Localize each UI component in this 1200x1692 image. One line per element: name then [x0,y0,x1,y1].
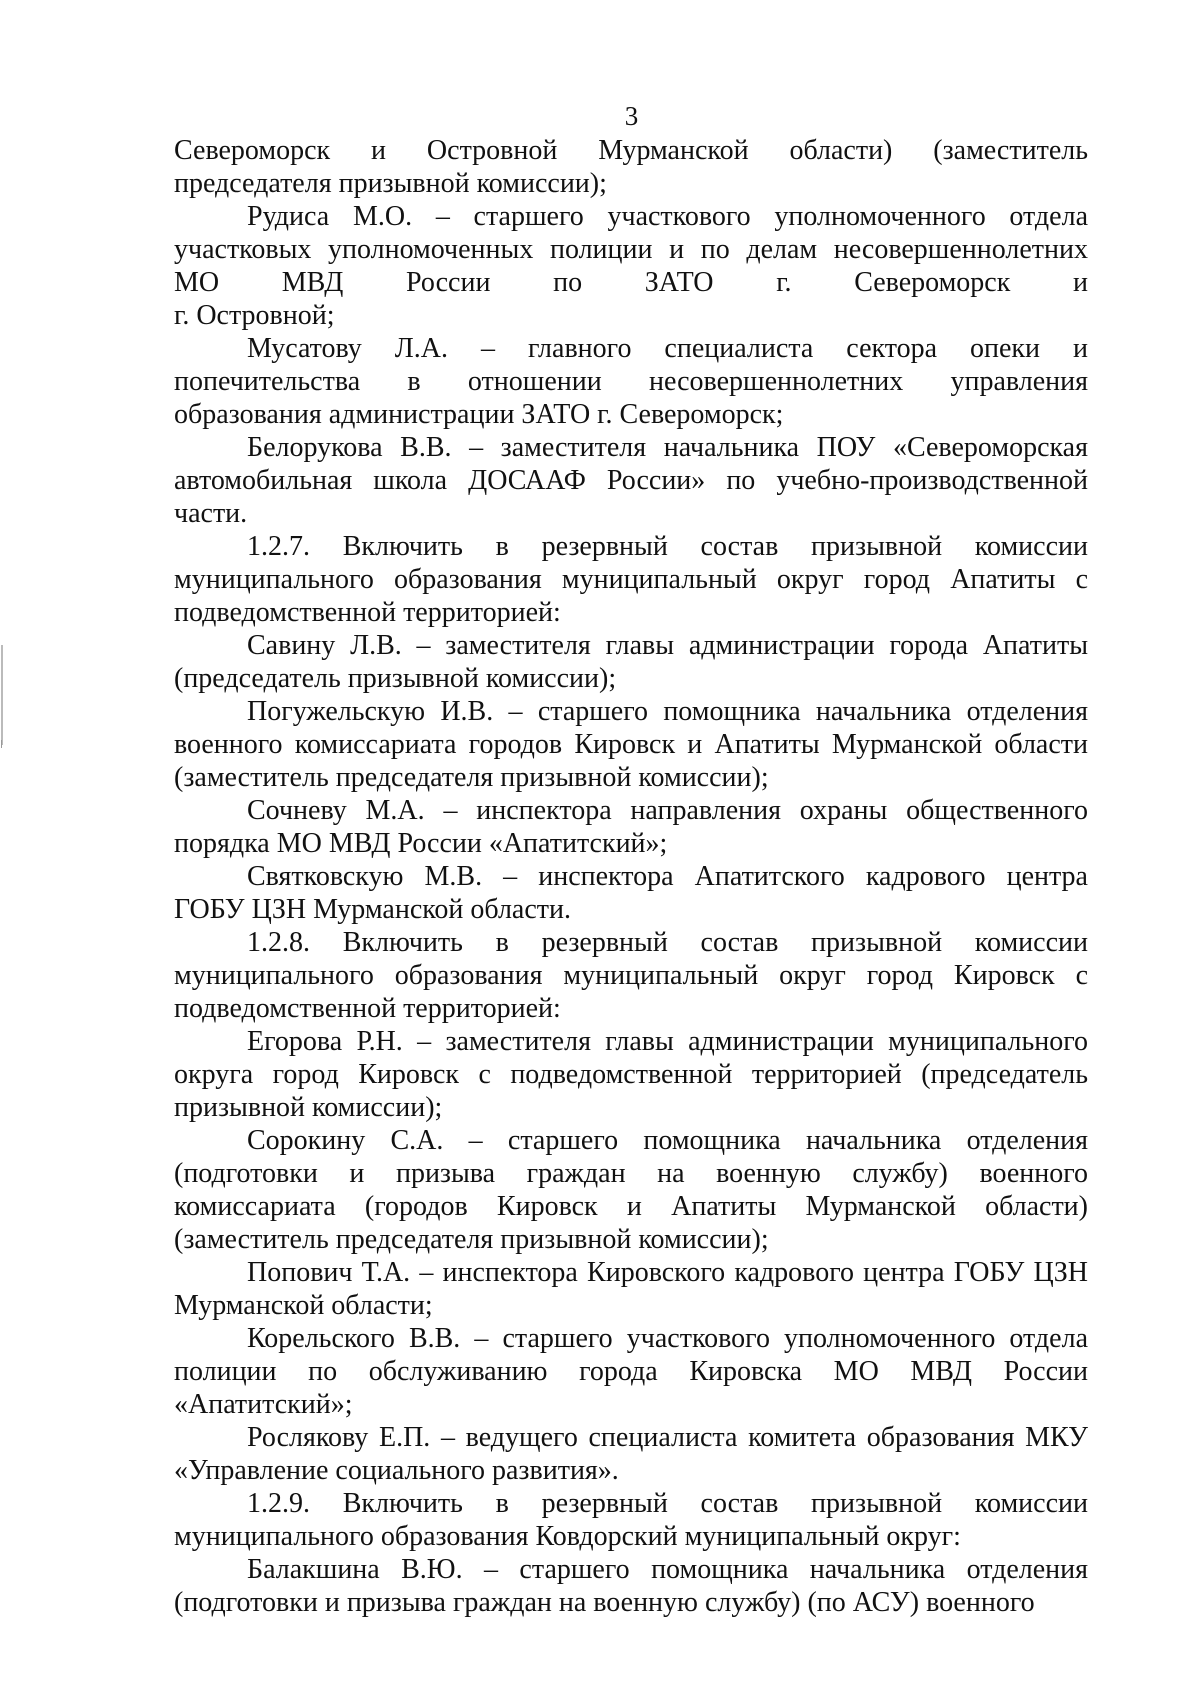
text-line: автомобильная школа ДОСААФ России» по учебно-производственной [174,465,1088,496]
text-line: Святковскую М.В. – инспектора Апатитского кадрового центра [247,861,1088,892]
text-line: ГОБУ ЦЗН Мурманской области. [174,894,572,925]
paragraph [174,1322,1088,1421]
paragraph [174,1487,1088,1553]
text-line: Сорокину С.А. – старшего помощника начальника отделения [247,1125,1088,1156]
text-line: (заместитель председателя призывной комиссии); [174,762,769,793]
paragraph [174,200,1088,332]
paragraph [174,134,1088,200]
text-line: подведомственной территорией: [174,597,561,628]
text-line: (подготовки и призыва граждан на военную службу) военного [174,1158,1088,1189]
text-line: 1.2.7. Включить в резервный состав призывной комиссии [247,531,1088,562]
paragraph [174,332,1088,431]
text-line: Балакшина В.Ю. – старшего помощника начальника отделения [247,1554,1088,1585]
paragraph [174,926,1088,1025]
text-line: Рудиса М.О. – старшего участкового уполномоченного отдела [247,201,1088,232]
text-line: (председатель призывной комиссии); [174,663,617,694]
text-line: «Апатитский»; [174,1389,353,1420]
text-line: призывной комиссии); [174,1092,443,1123]
text-line: части. [174,498,248,529]
paragraph [174,530,1088,629]
text-line: Рослякову Е.П. – ведущего специалиста комитета образования МКУ [247,1422,1088,1453]
text-line: полиции по обслуживанию города Кировска МО МВД России [174,1356,1088,1387]
paragraph [174,1256,1088,1322]
text-line: Савину Л.В. – заместителя главы администрации города Апатиты [247,630,1088,661]
text-line: муниципального образования Ковдорский муниципальный округ: [174,1521,961,1552]
text-line: Егорова Р.Н. – заместителя главы администрации муниципального [247,1026,1088,1057]
text-line: Погужельскую И.В. – старшего помощника начальника отделения [247,696,1088,727]
text-line: Корельского В.В. – старшего участкового уполномоченного отдела [247,1323,1088,1354]
text-line: порядка МО МВД России «Апатитский»; [174,828,668,859]
text-line: председателя призывной комиссии); [174,168,607,199]
text-line: 1.2.8. Включить в резервный состав призывной комиссии [247,927,1088,958]
text-line: «Управление социального развития». [174,1455,619,1486]
text-line: образования администрации ЗАТО г. Североморск; [174,399,784,430]
paragraph [174,794,1088,860]
paragraph [174,1421,1088,1487]
text-line: округа город Кировск с подведомственной территорией (председатель [174,1059,1088,1090]
text-line: военного комиссариата городов Кировск и Апатиты Мурманской области [174,729,1088,760]
paragraph [174,1124,1088,1256]
text-line: Сочневу М.А. – инспектора направления охраны общественного [247,795,1088,826]
paragraph [174,1025,1088,1124]
scan-artifact [1,740,2,748]
text-line: 1.2.9. Включить в резервный состав призывной комиссии [247,1488,1088,1519]
text-line: Мусатову Л.А. – главного специалиста сектора опеки и [247,333,1088,364]
document-body [174,134,1088,1619]
text-line: муниципального образования муниципальный округ город Апатиты с [174,564,1088,595]
text-line: Попович Т.А. – инспектора Кировского кадрового центра ГОБУ ЦЗН [247,1257,1088,1288]
paragraph [174,860,1088,926]
text-line: Мурманской области; [174,1290,433,1321]
paragraph [174,431,1088,530]
text-line: комиссариата (городов Кировск и Апатиты Мурманской области) [174,1191,1088,1222]
page-number: 3 [624,101,639,131]
text-line: МО МВД России по ЗАТО г. Североморск и [174,267,1088,298]
scan-artifact [1,645,3,745]
text-line: г. Островной; [174,300,335,331]
text-line: (подготовки и призыва граждан на военную службу) (по АСУ) военного [174,1587,1035,1618]
text-line: попечительства в отношении несовершеннолетних управления [174,366,1088,397]
text-line: участковых уполномоченных полиции и по делам несовершеннолетних [174,234,1088,265]
text-line: Белорукова В.В. – заместителя начальника ПОУ «Североморская [247,432,1088,463]
paragraph [174,1553,1088,1619]
paragraph [174,695,1088,794]
text-line: подведомственной территорией: [174,993,561,1024]
text-line: муниципального образования муниципальный округ город Кировск с [174,960,1088,991]
text-line: (заместитель председателя призывной комиссии); [174,1224,769,1255]
text-line: Североморск и Островной Мурманской области) (заместитель [174,135,1088,166]
paragraph [174,629,1088,695]
